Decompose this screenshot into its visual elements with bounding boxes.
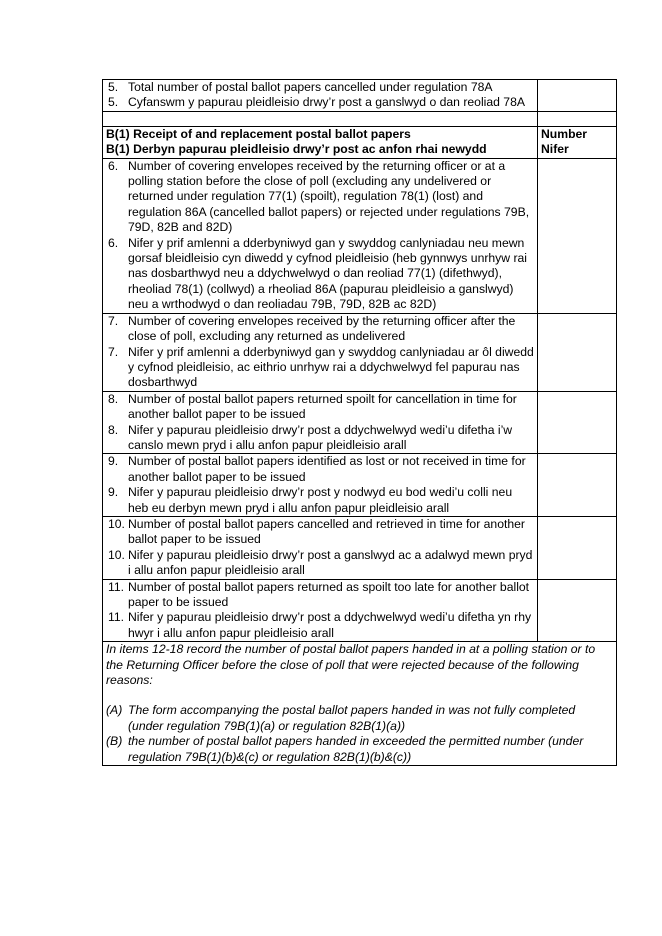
- item-text: Number of postal ballot papers returned spoilt for cancellation in time for another ballot paper to be issued: [128, 391, 517, 422]
- item-5-number-field[interactable]: [538, 80, 617, 112]
- list-item: [106, 345, 534, 391]
- ballot-form-table: [102, 79, 617, 766]
- item-number: 9.: [108, 454, 119, 469]
- item-9-number-field[interactable]: [538, 454, 617, 517]
- list-item: [106, 392, 534, 423]
- rejection-note-intro: In items 12-18 record the number of postal ballot papers handed in at a polling station or to the Returning Officer before the close of poll that were rejected because of the following reasons:: [106, 642, 596, 688]
- form-row-item-11: [103, 579, 617, 642]
- section-b1-header-row: [103, 126, 617, 158]
- item-number: 8.: [108, 422, 119, 437]
- form-row-item-6: [103, 158, 617, 313]
- list-item: [106, 454, 534, 485]
- item-7-number-field[interactable]: [538, 313, 617, 391]
- list-item: [106, 95, 534, 110]
- item-number: 10.: [108, 547, 125, 562]
- rejection-note-row: [103, 642, 617, 766]
- reason-label: (B): [106, 734, 123, 749]
- item-number: 11.: [108, 610, 125, 625]
- list-item: [106, 159, 534, 236]
- reason-text: the number of postal ballot papers handed in exceeded the permitted number (under regulation 79B(1)(b)&(c) or regulation 82B(1)(b)&(c)): [128, 734, 584, 764]
- item-number: 11.: [108, 579, 125, 594]
- reason-text: The form accompanying the postal ballot papers handed in was not fully completed (under regulation 79B(1)(a) or regulation 82B(1)(a)): [128, 703, 576, 733]
- item-5-description-cell: [103, 80, 538, 112]
- list-item: [106, 423, 534, 454]
- item-9-description-cell: [103, 454, 538, 517]
- item-10-number-field[interactable]: [538, 516, 617, 579]
- item-text: Number of postal ballot papers cancelled and retrieved in time for another ballot paper to be issued: [128, 516, 525, 547]
- list-item: [106, 580, 534, 611]
- item-number: 5.: [108, 80, 119, 94]
- item-number: 8.: [108, 391, 119, 406]
- item-11-description-cell: [103, 579, 538, 642]
- item-number: 6.: [108, 235, 119, 250]
- blank-line: [106, 688, 613, 703]
- item-text: Number of covering envelopes received by the returning officer or at a polling station before the close of poll (excluding any undelivered or returned under regulation 77(1) (spoilt), regulation 78(1) (lost) and regulation 86A (cancelled ballot papers) or rejected under regulations 79B, 79D, 82B and 82D): [128, 158, 530, 235]
- spacer-row: [103, 111, 617, 126]
- item-text: Total number of postal ballot papers cancelled under regulation 78A: [128, 80, 493, 94]
- item-number: 7.: [108, 344, 119, 359]
- item-10-description-cell: [103, 516, 538, 579]
- list-item: [106, 548, 534, 579]
- item-7-description-cell: [103, 313, 538, 391]
- item-text: Number of postal ballot papers returned as spoilt too late for another ballot paper to be issued: [128, 579, 530, 609]
- item-number: 7.: [108, 313, 119, 328]
- item-text: Nifer y papurau pleidleisio drwy’r post a ddychwelwyd wedi’u difetha i’w canslo mewn pryd i allu anfon papur pleidleisio arall: [128, 422, 513, 452]
- section-b1-title-cy: B(1) Derbyn papurau pleidleisio drwy’r post ac anfon rhai newydd: [106, 142, 487, 157]
- number-header-cy: Nifer: [541, 142, 569, 157]
- item-text: Number of covering envelopes received by the returning officer after the close of poll, excluding any returned as undelivered: [128, 313, 516, 344]
- number-header-en: Number: [541, 126, 588, 141]
- list-item: [106, 610, 534, 641]
- reason-item: [106, 734, 613, 765]
- item-text: Nifer y prif amlenni a dderbyniwyd gan y swyddog canlyniadau ar ôl diwedd y cyfnod pleidleisio, ac eithrio unrhyw rai a ddychwelwyd fel papurau nas dosbarthwyd: [128, 344, 534, 390]
- item-number: 9.: [108, 485, 119, 500]
- list-item: [106, 80, 534, 95]
- spacer-cell: [538, 111, 617, 126]
- item-text: Nifer y papurau pleidleisio drwy’r post y nodwyd eu bod wedi’u colli neu heb eu derbyn mewn pryd i allu anfon papur pleidleisio arall: [128, 485, 513, 515]
- item-number: 6.: [108, 158, 119, 173]
- item-6-description-cell: [103, 158, 538, 313]
- section-b1-title-cell: [103, 126, 538, 158]
- form-row-item-8: [103, 391, 617, 454]
- form-row-item-9: [103, 454, 617, 517]
- item-text: Number of postal ballot papers identified as lost or not received in time for another ballot paper to be issued: [128, 454, 526, 484]
- rejection-note-cell: [103, 642, 617, 766]
- section-b1-title-en: B(1) Receipt of and replacement postal ballot papers: [106, 126, 411, 141]
- item-number: 10.: [108, 516, 125, 531]
- reason-label: (A): [106, 703, 123, 718]
- item-text: Cyfanswm y papurau pleidleisio drwy’r post a ganslwyd o dan reoliad 78A: [128, 95, 525, 110]
- item-text: Nifer y prif amlenni a dderbyniwyd gan y swyddog canlyniadau neu mewn gorsaf bleidleisio cyn diwedd y cyfnod pleidleisio (heb gynnwys unrhyw rai nas dosbarthwyd neu a ddychwelwyd o dan reoliad 77(1) (difethwyd), rheoliad 78(1) (collwyd) a rheoliad 86A (papurau pleidleisio a ganslwyd) neu a wrthodwyd o dan reoliadau 79B, 79D, 82B ac 82D): [128, 235, 528, 312]
- list-item: [106, 314, 534, 345]
- number-column-header: [538, 126, 617, 158]
- item-11-number-field[interactable]: [538, 579, 617, 642]
- item-6-number-field[interactable]: [538, 158, 617, 313]
- form-row-item-7: [103, 313, 617, 391]
- reason-item: [106, 703, 613, 734]
- spacer-cell: [103, 111, 538, 126]
- list-item: [106, 517, 534, 548]
- item-number: 5.: [108, 95, 119, 110]
- list-item: [106, 236, 534, 313]
- item-text: Nifer y papurau pleidleisio drwy’r post a ganslwyd ac a adalwyd mewn pryd i allu anfon papur pleidleisio arall: [128, 547, 533, 578]
- item-8-description-cell: [103, 391, 538, 454]
- form-row-item-10: [103, 516, 617, 579]
- item-text: Nifer y papurau pleidleisio drwy’r post a ddychwelwyd wedi’u difetha yn rhy hwyr i allu anfon papur pleidleisio arall: [128, 610, 532, 640]
- list-item: [106, 485, 534, 516]
- item-8-number-field[interactable]: [538, 391, 617, 454]
- form-row-item-5: [103, 80, 617, 112]
